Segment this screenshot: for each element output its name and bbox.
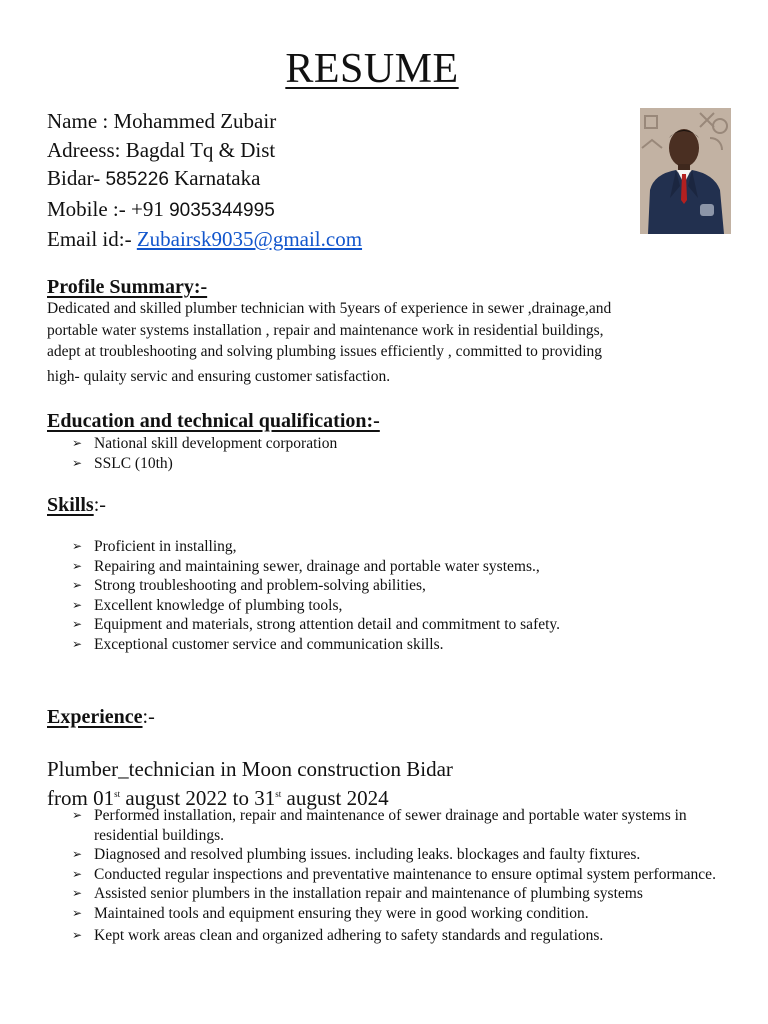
list-item bbox=[72, 576, 742, 596]
email-link[interactable]: Zubairsk9035@gmail.com bbox=[136, 227, 363, 251]
list-item-text: Assisted senior plumbers in the installation repair and maintenance of plumbing systems bbox=[94, 885, 643, 902]
profile-line: high- qulaity servic and ensuring customer satisfaction. bbox=[47, 367, 391, 385]
period-from-sup: st bbox=[114, 789, 121, 799]
skills-list bbox=[72, 537, 742, 654]
list-item bbox=[72, 615, 742, 635]
list-item bbox=[72, 926, 742, 946]
list-item-text: Equipment and materials, strong attention detail and commitment to safety. bbox=[94, 616, 561, 633]
list-item bbox=[72, 865, 742, 885]
list-item-text: SSLC (10th) bbox=[94, 454, 173, 472]
list-item bbox=[72, 845, 742, 865]
list-item-text: Kept work areas clean and organized adhering to safety standards and regulations. bbox=[94, 927, 604, 944]
address-line-2 bbox=[47, 164, 362, 195]
mobile-line bbox=[47, 195, 362, 226]
list-item bbox=[72, 635, 742, 655]
email-label: Email id:- bbox=[47, 227, 137, 251]
skills-heading-tail: :- bbox=[93, 494, 106, 516]
mobile-number: 9035344995 bbox=[169, 199, 275, 221]
list-item-text: National skill development corporation bbox=[94, 435, 338, 452]
experience-heading-tail: :- bbox=[142, 706, 155, 728]
list-item bbox=[72, 596, 742, 616]
list-item bbox=[72, 557, 742, 577]
list-item-text: Diagnosed and resolved plumbing issues. including leaks. blockages and faulty fixtures. bbox=[94, 846, 641, 863]
arrow-bullet-icon: ➢ bbox=[72, 808, 83, 822]
list-item-text: Exceptional customer service and communication skills. bbox=[94, 635, 444, 653]
profile-summary-text bbox=[47, 298, 737, 387]
list-item bbox=[72, 904, 742, 924]
contact-block bbox=[47, 107, 362, 254]
arrow-bullet-icon: ➢ bbox=[72, 558, 83, 573]
arrow-bullet-icon: ➢ bbox=[72, 886, 83, 900]
list-item bbox=[72, 537, 742, 557]
list-item-text: Excellent knowledge of plumbing tools, bbox=[94, 596, 343, 614]
education-heading: Education and technical qualification:- bbox=[47, 410, 380, 432]
profile-summary-heading: Profile Summary:- bbox=[47, 276, 208, 298]
list-item-text: Strong troubleshooting and problem-solving abilities, bbox=[94, 577, 426, 594]
arrow-bullet-icon: ➢ bbox=[72, 617, 83, 631]
list-item-text: Proficient in installing, bbox=[94, 538, 237, 555]
arrow-bullet-icon: ➢ bbox=[72, 455, 83, 470]
list-item bbox=[72, 434, 742, 454]
list-item bbox=[72, 884, 742, 904]
skills-heading bbox=[47, 494, 106, 517]
address-suffix: Karnataka bbox=[168, 166, 261, 190]
arrow-bullet-icon: ➢ bbox=[72, 847, 83, 861]
arrow-bullet-icon: ➢ bbox=[72, 436, 83, 450]
mobile-label: Mobile :- +91 bbox=[47, 196, 170, 221]
skills-heading-text: Skills bbox=[47, 494, 94, 516]
list-item-text: Maintained tools and equipment ensuring they were in good working condition. bbox=[94, 904, 589, 922]
job-role: Plumber_technician in Moon construction Bidar bbox=[47, 757, 453, 781]
list-item-text: Performed installation, repair and maintenance of sewer drainage and portable water systems in residential buildings. bbox=[94, 807, 687, 844]
arrow-bullet-icon: ➢ bbox=[72, 866, 83, 881]
experience-list bbox=[72, 806, 742, 946]
arrow-bullet-icon: ➢ bbox=[72, 905, 83, 920]
period-to-sup: st bbox=[275, 789, 282, 799]
period-from: from 01 bbox=[47, 786, 115, 810]
list-item-text: Repairing and maintaining sewer, drainage and portable water systems., bbox=[94, 557, 540, 575]
arrow-bullet-icon: ➢ bbox=[72, 928, 83, 942]
address-prefix: Bidar- bbox=[47, 166, 106, 190]
profile-photo bbox=[640, 108, 731, 234]
experience-heading bbox=[47, 706, 155, 729]
list-item-text: Conducted regular inspections and preventative maintenance to ensure optimal system performance. bbox=[94, 865, 716, 883]
arrow-bullet-icon: ➢ bbox=[72, 636, 83, 651]
profile-line: Dedicated and skilled plumber technician with 5years of experience in sewer ,drainage,and bbox=[47, 300, 612, 317]
page-title: RESUME bbox=[285, 46, 459, 92]
address-line-1: Adreess: Bagdal Tq & Dist bbox=[47, 137, 276, 162]
name-line: Name : Mohammed Zubair bbox=[47, 109, 277, 133]
arrow-bullet-icon: ➢ bbox=[72, 539, 83, 553]
arrow-bullet-icon: ➢ bbox=[72, 597, 83, 612]
period-mid: august 2022 to 31 bbox=[120, 786, 276, 810]
pincode: 585226 bbox=[105, 169, 169, 190]
list-item bbox=[72, 806, 742, 845]
list-item bbox=[72, 454, 742, 474]
experience-heading-text: Experience bbox=[47, 706, 143, 728]
email-line bbox=[47, 225, 362, 254]
period-end: august 2024 bbox=[281, 786, 389, 810]
education-list bbox=[72, 434, 742, 473]
arrow-bullet-icon: ➢ bbox=[72, 578, 83, 592]
profile-line: portable water systems installation , repair and maintenance work in residential buildings, bbox=[47, 321, 604, 339]
profile-line: adept at troubleshooting and solving plumbing issues efficiently , committed to providing bbox=[47, 343, 603, 360]
